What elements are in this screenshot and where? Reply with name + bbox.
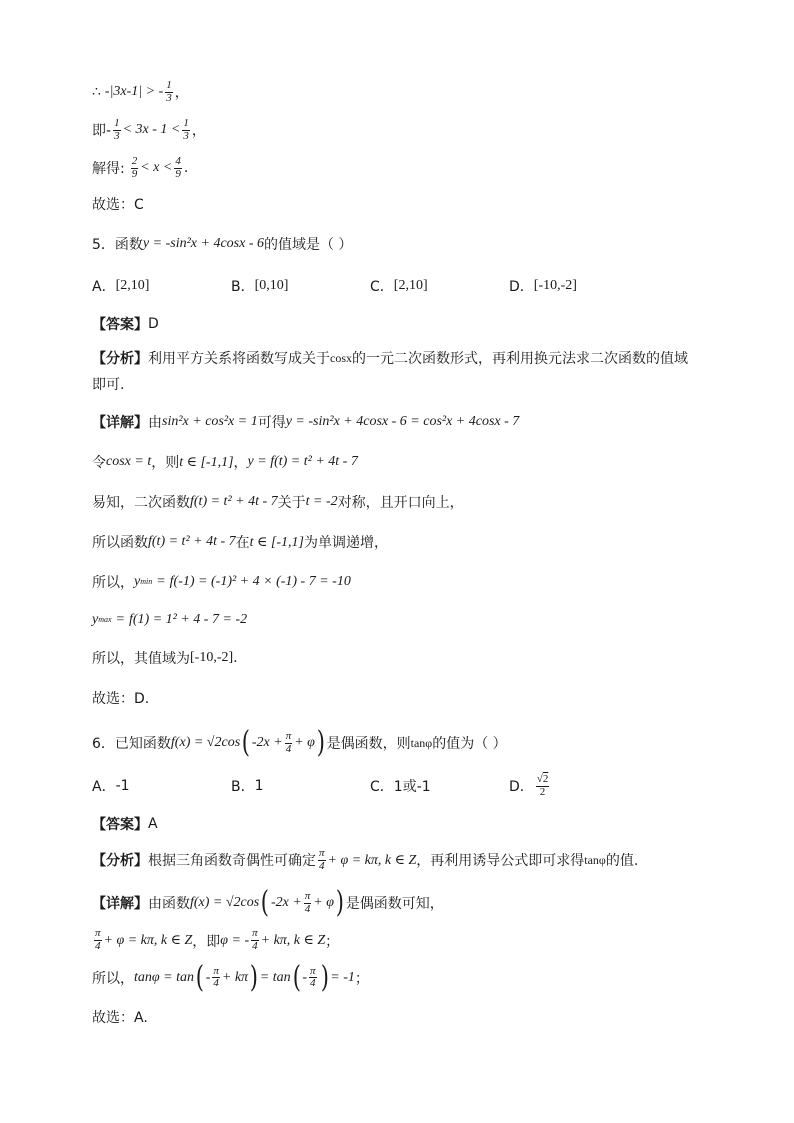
therefore-symbol: ∴ [92, 84, 101, 101]
q5-choice-b[interactable]: B． [0,10] [231, 278, 289, 296]
fraction: $\frac{\pi}{4}$ [252, 927, 258, 953]
prev-line-1: ∴ -|3x-1| > - $\frac{1}{3}$ ， [92, 79, 189, 104]
q5-choice-d[interactable]: D． [-10,-2] [509, 278, 577, 296]
q5-detail-2: 令 cosx = t ，则 t ∈ [-1,1] ， y = f(t) = t² + 4t - 7 [92, 454, 358, 472]
fraction: $\frac{1}{3}$ [166, 79, 172, 104]
q6-detail-3: 所以， tanφ = tan ( - $\frac{\pi}{4}$ + kπ ) = tan ( - $\frac{\pi}{4}$ ) = -1 ； [92, 959, 369, 995]
q5-detail-5: 所以， y min = f(-1) = (-1)² + 4 × (-1) - 7 = -10 [92, 574, 351, 592]
q6-choice-d[interactable]: D． $\frac{√2}{2}$ [509, 773, 549, 798]
q5-detail-4: 所以函数 f(t) = t² + 4t - 7 在 t ∈ [-1,1] 为单调递增， [92, 534, 388, 552]
q5-detail-1: 【详解】 由 sin²x + cos²x = 1 可得 y = -sin²x + 4cosx - 6 = cos²x + 4cosx - 7 [92, 414, 520, 432]
q6-choice-a[interactable]: A． -1 [92, 778, 130, 796]
fraction: $\frac{\pi}{4}$ [310, 964, 316, 990]
prev-ineq: -|3x-1| > - [104, 84, 164, 100]
q6-choice-c[interactable]: C． 1或-1 [370, 779, 431, 796]
q5-choice-c[interactable]: C． [2,10] [370, 278, 428, 296]
q6-stem: 6．已知函数 f(x) = √2cos ( -2x + $\frac{\pi}{4}$ + φ ) 是偶函数，则 tanφ 的值为（ ） [92, 725, 507, 761]
q5-detail-3: 易知，二次函数 f(t) = t² + 4t - 7 关于 t = -2 对称，且开口向上， [92, 494, 464, 512]
q5-analysis-cont: 即可. [92, 377, 125, 394]
q5-detail-7: 所以，其值域为 [-10,-2] . [92, 650, 238, 668]
q5-detail-6: y max = f(1) = 1² + 4 - 7 = -2 [92, 612, 248, 628]
fraction: $\frac{\pi}{4}$ [319, 847, 325, 872]
fraction: $\frac{1}{3}$ [183, 117, 189, 142]
q6-choice-b[interactable]: B． 1 [231, 778, 264, 796]
q6-analysis: 【分析】 根据三角函数奇偶性可确定 $\frac{\pi}{4}$ + φ = kπ, k ∈ Z ，再利用诱导公式即可求得 tanφ 的值. [92, 847, 639, 872]
q6-final: 故选：A. [92, 1009, 148, 1026]
document-page [92, 80, 732, 1041]
q6-detail-1: 【详解】 由函数 f(x) = √2cos ( -2x + $\frac{\pi}{4}$ + φ ) 是偶函数可知， [92, 885, 444, 921]
fraction: $\frac{\pi}{4}$ [285, 730, 292, 755]
q5-answer: 【答案】 D [92, 316, 159, 334]
q5-choices [92, 276, 732, 296]
fraction: $\frac{\pi}{4}$ [304, 890, 311, 915]
q5-choice-a[interactable]: A． [2,10] [92, 278, 150, 296]
q6-detail-2: $\frac{\pi}{4}$ + φ = kπ, k ∈ Z ，即 φ = - $\frac{\pi}{4}$ + kπ, k ∈ Z ； [95, 927, 340, 953]
prev-answer: 故选：C [92, 197, 144, 214]
fraction: $\frac{4}{9}$ [175, 155, 181, 180]
q5-stem: 5．函数 y = -sin²x + 4cosx - 6 的值域是（ ） [92, 236, 353, 254]
q6-choices [92, 774, 732, 798]
sqrt2-over-2: $\frac{√2}{2}$ [536, 773, 549, 798]
prev-line-2: 即- $\frac{1}{3}$ < 3x - 1 < $\frac{1}{3}$ ， [92, 117, 206, 142]
fraction: $\frac{\pi}{4}$ [213, 964, 219, 990]
prev-line-3: 解得: $\frac{2}{9}$ < x < $\frac{4}{9}$ . [92, 155, 189, 180]
q5-final: 故选：D. [92, 691, 150, 708]
q5-analysis: 【分析】 利用平方关系将函数写成关于 cosx 的一元二次函数形式，再利用换元法求二次函数的值域 [92, 350, 688, 368]
fraction: $\frac{2}{9}$ [131, 155, 138, 180]
q6-answer: 【答案】 A [92, 816, 158, 834]
fraction: $\frac{1}{3}$ [114, 117, 120, 142]
fraction: $\frac{\pi}{4}$ [95, 927, 101, 953]
